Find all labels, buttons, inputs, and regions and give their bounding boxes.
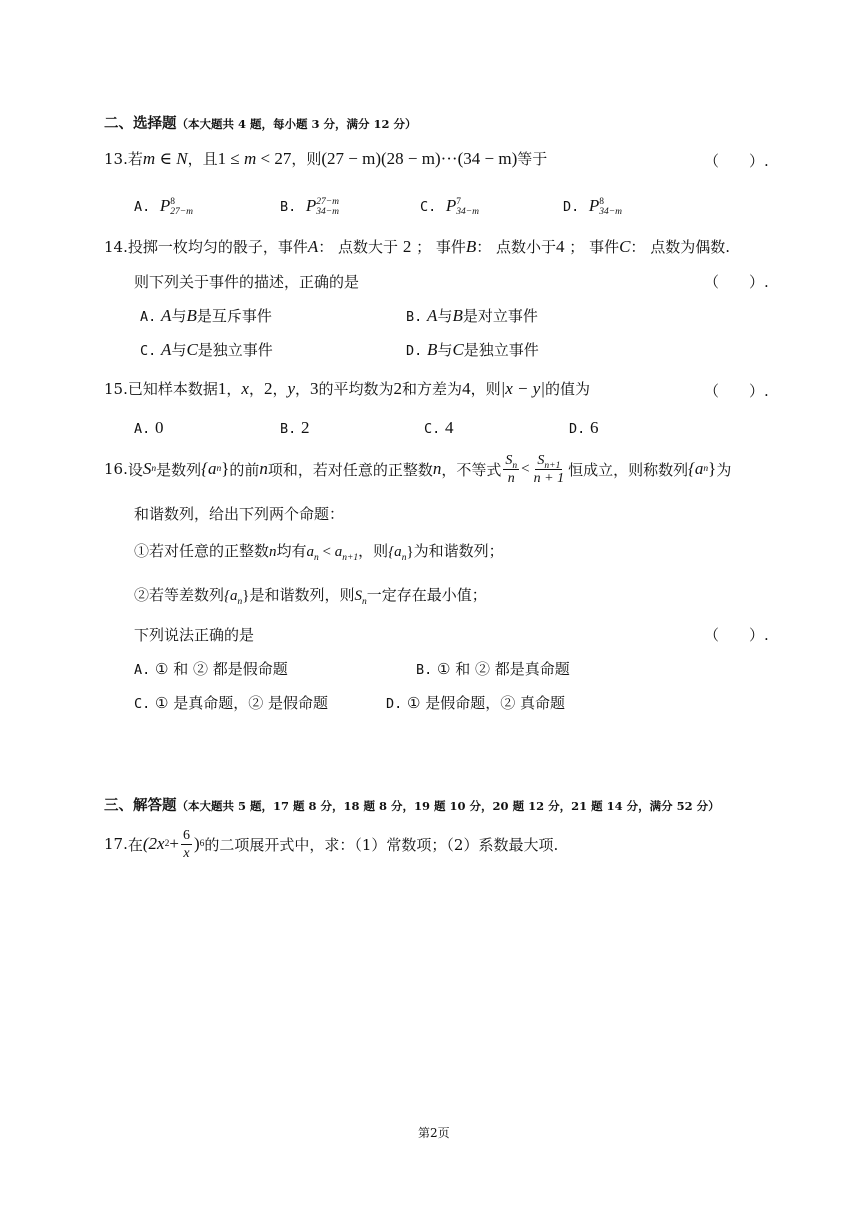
math-expr: 1 ≤ — [217, 149, 244, 168]
question-16-ask: 下列说法正确的是 — [134, 626, 255, 644]
option-label: D. — [406, 343, 423, 359]
text: 是和谐数列，则 — [249, 586, 355, 604]
math-num: 4 — [556, 237, 565, 256]
answer-paren: （ ）. — [704, 382, 769, 400]
text: 若 — [127, 150, 143, 168]
text: ； 事件 — [564, 238, 620, 256]
math-var: C — [619, 237, 631, 256]
proposition-2 — [134, 584, 487, 605]
math-var: {a — [388, 544, 402, 560]
answer-paren: （ ）. — [704, 152, 769, 170]
math-var: P — [588, 196, 600, 215]
math-var: B — [465, 237, 477, 256]
math-op: } — [242, 588, 250, 604]
option-label: C. — [420, 199, 437, 215]
option-text: ① 是真命题，② 是假命题 — [155, 694, 329, 712]
math-var: a — [334, 544, 343, 560]
math-var: C — [452, 340, 464, 359]
page-number: 第2页 — [418, 1126, 450, 1140]
question-15-stem — [104, 378, 590, 399]
subscript: n — [401, 553, 407, 563]
option-b[interactable] — [406, 305, 538, 326]
question-14-stem — [104, 236, 730, 257]
math-op: } — [221, 459, 230, 478]
option-c[interactable] — [424, 418, 454, 438]
option-d[interactable] — [563, 196, 622, 217]
math-var: S — [537, 452, 545, 468]
section-title: 三、解答题 — [104, 797, 177, 814]
math-op: + — [169, 834, 179, 853]
superscript: 27−m — [316, 197, 339, 207]
text: ，不等式 — [441, 460, 502, 479]
option-value: 6 — [590, 418, 599, 437]
option-text: ① 和 ② 都是真命题 — [437, 660, 570, 678]
question-number: 14. — [104, 238, 128, 256]
question-number: 13. — [104, 150, 128, 168]
text: ②若等差数列 — [134, 586, 225, 604]
option-value: 4 — [445, 418, 454, 437]
subscript: n — [314, 553, 319, 563]
math-var: {a — [201, 459, 217, 478]
math-var: B — [452, 306, 463, 325]
text: 为和谐数列； — [413, 542, 504, 560]
section-3-heading — [104, 794, 720, 815]
option-label: C. — [424, 421, 441, 437]
math-op: < — [318, 544, 335, 560]
math-var: P — [445, 196, 457, 215]
question-17-stem: 17. 在 (2x 2 + $\frac{6}{x}$ ) 6 的二项展开式中，求：（1）常数项；（2）系数最大项. — [104, 827, 559, 861]
math-num: 2 — [402, 237, 412, 256]
text: 已知样本数据 — [127, 380, 218, 398]
math-op: ∈ — [155, 149, 177, 168]
text: ， — [295, 380, 311, 398]
math-op: < — [521, 460, 530, 477]
superscript: 8 — [170, 197, 175, 207]
option-d[interactable] — [386, 692, 565, 713]
question-16-stem: 16. 设 S n 是数列 {a n } 的前 n 项和，若对任意的正整数 n ，不等式 $\frac{S_n}{n}$ < $\frac{S_{n+1}}{n + 1}$ 恒成立，则称数列 {a n } 为 — [104, 452, 732, 486]
math-var: A — [427, 306, 438, 325]
option-label: C. — [134, 696, 151, 712]
math-num: 1 — [217, 379, 227, 398]
subscript: n+1 — [342, 553, 359, 563]
text: 等于 — [517, 150, 548, 168]
math-var: S — [142, 459, 152, 478]
text: 是独立事件 — [197, 341, 273, 359]
text: 与 — [437, 341, 453, 359]
answer-paren: （ ）. — [704, 626, 769, 644]
subscript: n — [361, 597, 367, 607]
text: 是独立事件 — [463, 341, 539, 359]
math-var: P — [159, 196, 171, 215]
math-var: B — [186, 306, 197, 325]
text: ，且 — [187, 150, 218, 168]
option-a[interactable] — [134, 418, 164, 438]
math-num: 2 — [263, 379, 273, 398]
text: 的二项展开式中，求：（1）常数项；（2）系数最大项. — [204, 835, 559, 854]
numerator: 6 — [182, 827, 190, 843]
text: ，则 — [358, 542, 389, 560]
section-note: （本大题共 4 题，每小题 3 分，满分 12 分） — [176, 117, 417, 131]
section-title: 二、选择题 — [104, 115, 177, 132]
text: 和方差为 — [402, 380, 463, 398]
question-14-ask: 则下列关于事件的描述，正确的是 — [134, 273, 360, 291]
text: 与 — [171, 341, 187, 359]
math-var: B — [427, 340, 438, 359]
superscript: 8 — [599, 197, 604, 207]
proposition-1 — [134, 540, 504, 561]
option-a[interactable] — [134, 658, 288, 679]
subscript: n+1 — [544, 460, 561, 471]
math-var: {a — [688, 459, 704, 478]
text: 是对立事件 — [462, 307, 538, 325]
text: 与 — [171, 307, 187, 325]
option-label: A. — [134, 421, 151, 437]
text: ，则 — [470, 380, 501, 398]
subscript: 34−m — [599, 207, 622, 217]
option-label: B. — [280, 199, 297, 215]
option-c[interactable] — [420, 196, 479, 217]
option-label: D. — [563, 199, 580, 215]
option-b[interactable] — [280, 196, 339, 217]
subscript: 34−m — [316, 207, 339, 217]
text: 的平均数为 — [318, 380, 394, 398]
text: 项和，若对任意的正整数 — [267, 460, 433, 479]
option-label: B. — [280, 421, 297, 437]
option-text: ① 和 ② 都是假命题 — [155, 660, 288, 678]
math-var: A — [161, 340, 172, 359]
option-label: B. — [406, 309, 423, 325]
subscript: 27−m — [170, 207, 193, 217]
option-b[interactable] — [416, 658, 570, 679]
text: ： 点数为偶数. — [630, 238, 730, 256]
section-note: （本大题共 5 题，17 题 8 分，18 题 8 分，19 题 10 分，20 题 12 分，21 题 14 分，满分 52 分） — [176, 799, 720, 813]
option-b[interactable] — [280, 418, 310, 438]
text: ①若对任意的正整数 — [134, 542, 270, 560]
math-num: 2 — [393, 379, 403, 398]
subscript: n — [512, 460, 518, 471]
math-var: x — [241, 379, 249, 398]
text: ， — [272, 380, 288, 398]
superscript: 7 — [456, 197, 461, 207]
subscript: 34−m — [456, 207, 479, 217]
option-label: A. — [140, 309, 157, 325]
option-label: D. — [569, 421, 586, 437]
denominator: x — [183, 845, 190, 861]
option-a[interactable] — [140, 305, 272, 326]
math-var: n — [507, 470, 515, 486]
answer-paren: （ ）. — [704, 273, 769, 291]
option-c[interactable] — [134, 692, 328, 713]
question-13-stem — [104, 148, 547, 169]
text: 在 — [127, 835, 143, 854]
text: 是互斥事件 — [196, 307, 272, 325]
option-value: 2 — [301, 418, 310, 437]
math-var: y — [287, 379, 296, 398]
math-expr: < 27 — [256, 149, 292, 168]
text: ： 点数小于 — [476, 238, 557, 256]
option-c[interactable] — [140, 339, 273, 360]
text: 的前 — [229, 460, 260, 479]
question-number: 17. — [104, 835, 128, 853]
math-var: A — [161, 306, 172, 325]
option-value: 0 — [155, 418, 164, 437]
option-label: C. — [140, 343, 157, 359]
option-label: A. — [134, 199, 151, 215]
math-op: } — [708, 459, 717, 478]
text: ，则 — [291, 150, 322, 168]
math-var: m — [142, 149, 156, 168]
text: 恒成立，则称数列 — [568, 460, 689, 479]
text: 一定存在最小值； — [366, 586, 487, 604]
text: ： 点数大于 — [318, 238, 403, 256]
option-d[interactable] — [406, 339, 539, 360]
text: 与 — [437, 307, 453, 325]
math-var: m — [243, 149, 257, 168]
math-num: 3 — [310, 379, 319, 398]
fraction-6-over-x — [181, 827, 192, 862]
math-op: ) — [193, 834, 200, 853]
math-var: S — [505, 452, 513, 468]
option-text: ① 是假命题，② 真命题 — [407, 694, 566, 712]
math-var: S — [354, 588, 362, 604]
math-num: 4 — [462, 379, 471, 398]
math-var: a — [306, 544, 315, 560]
question-number: 16. — [104, 460, 128, 478]
math-var: n + 1 — [533, 470, 565, 486]
math-expr: (2x — [142, 834, 165, 853]
math-var: {a — [224, 588, 238, 604]
math-var: n — [269, 544, 277, 560]
subscript: n — [237, 597, 243, 607]
text: ， — [226, 380, 242, 398]
text: 设 — [127, 460, 143, 479]
fraction-sn-over-n — [503, 452, 519, 487]
text: ， — [248, 380, 264, 398]
section-2-heading — [104, 112, 417, 133]
question-16-line2: 和谐数列，给出下列两个命题： — [134, 505, 345, 523]
option-label: B. — [416, 662, 433, 678]
option-label: A. — [134, 662, 151, 678]
option-d[interactable] — [569, 418, 599, 438]
math-var: P — [305, 196, 317, 215]
option-label: D. — [386, 696, 403, 712]
math-var: n — [432, 459, 442, 478]
text: 的值为 — [545, 380, 591, 398]
text: ； 事件 — [411, 238, 466, 256]
text: 为 — [716, 460, 732, 479]
math-var: C — [186, 340, 198, 359]
text: 均有 — [276, 542, 307, 560]
question-number: 15. — [104, 380, 128, 398]
option-a[interactable] — [134, 196, 193, 217]
math-var: N — [176, 149, 188, 168]
math-var: n — [259, 459, 268, 478]
math-var: A — [307, 237, 319, 256]
math-expr: |x − y| — [500, 379, 545, 398]
math-expr: (27 − m)(28 − m)···(34 − m) — [321, 149, 518, 168]
text: 是数列 — [156, 460, 202, 479]
text: 投掷一枚均匀的骰子，事件 — [127, 238, 308, 256]
math-op: } — [406, 544, 414, 560]
fraction-sn1-over-n1 — [532, 452, 566, 487]
